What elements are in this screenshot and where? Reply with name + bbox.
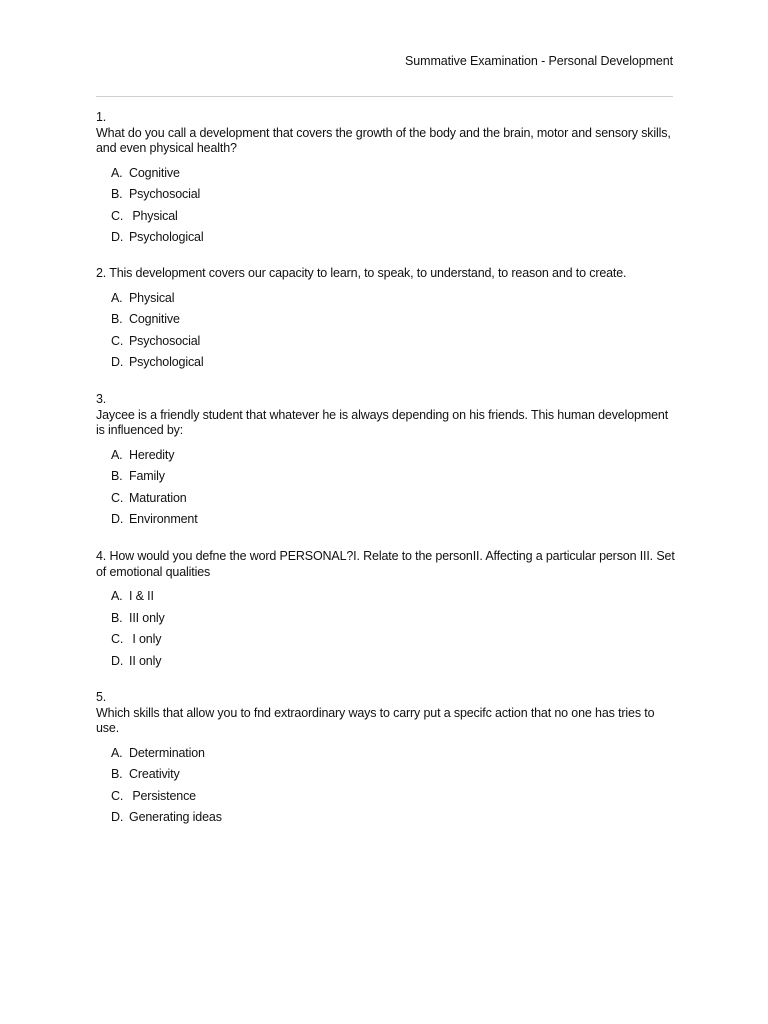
option-a [111, 445, 676, 467]
option-text: Physical [129, 290, 175, 305]
option-letter: B. [111, 312, 123, 326]
option-letter: D. [111, 355, 124, 369]
option-list [96, 586, 676, 672]
option-b [111, 184, 676, 206]
option-b [111, 764, 676, 786]
question-text: What do you call a development that covers the growth of the body and the brain, motor and sensory skills, and even physical health? [96, 125, 671, 155]
option-d [111, 651, 676, 673]
option-text: II only [129, 653, 162, 668]
option-text: III only [129, 610, 165, 625]
option-text: Physical [129, 208, 178, 223]
header-divider [96, 96, 673, 97]
option-text: Environment [129, 512, 198, 526]
option-d [111, 509, 676, 531]
option-c [111, 206, 676, 228]
option-letter: A. [111, 290, 123, 305]
option-b [111, 608, 676, 630]
question-number: 5. [96, 690, 107, 704]
option-c [111, 331, 676, 353]
option-text: I & II [129, 589, 154, 603]
option-b [111, 466, 676, 488]
option-text: Maturation [129, 490, 187, 505]
option-c [111, 786, 676, 808]
option-text: Cognitive [129, 312, 180, 326]
option-text: Persistence [129, 788, 196, 803]
option-letter: C. [111, 333, 124, 348]
question-number: 3. [96, 392, 107, 406]
question-5 [96, 690, 676, 829]
option-a [111, 586, 676, 608]
option-letter: D. [111, 512, 124, 526]
option-list [96, 163, 676, 249]
option-b [111, 309, 676, 331]
question-text: Jaycee is a friendly student that whatever he is always depending on his friends. This human development is influenced by: [96, 407, 669, 437]
question-text: 4. How would you defne the word PERSONAL?I. Relate to the personII. Affecting a particular person III. Set of emotional qualities [96, 549, 675, 579]
question-1 [96, 110, 676, 249]
document-header: Summative Examination - Personal Development [405, 54, 673, 68]
option-letter: C. [111, 788, 124, 803]
option-letter: C. [111, 490, 124, 505]
question-3 [96, 392, 676, 531]
option-letter: D. [111, 810, 124, 824]
option-a [111, 743, 676, 765]
option-d [111, 352, 676, 374]
option-letter: D. [111, 230, 124, 244]
option-text: Determination [129, 745, 205, 760]
option-letter: D. [111, 653, 124, 668]
option-text: Psychosocial [129, 333, 201, 348]
option-text: Generating ideas [129, 810, 222, 824]
option-letter: A. [111, 165, 123, 180]
option-c [111, 629, 676, 651]
question-text: Which skills that allow you to fnd extraordinary ways to carry put a specifc action that no one has tries to use. [96, 705, 655, 735]
option-c [111, 488, 676, 510]
option-text: Family [129, 469, 165, 483]
question-2 [96, 266, 676, 374]
option-letter: B. [111, 187, 123, 201]
option-letter: B. [111, 469, 123, 483]
option-text: Psychological [129, 230, 204, 244]
option-text: I only [129, 632, 162, 646]
option-letter: A. [111, 589, 123, 603]
option-letter: C. [111, 632, 124, 646]
option-text: Cognitive [129, 165, 180, 180]
option-d [111, 227, 676, 249]
question-4 [96, 549, 676, 672]
option-text: Creativity [129, 767, 180, 781]
option-letter: B. [111, 767, 123, 781]
option-a [111, 163, 676, 185]
option-text: Heredity [129, 447, 175, 462]
question-text: 2. This development covers our capacity to learn, to speak, to understand, to reason and to create. [96, 266, 627, 280]
option-letter: A. [111, 745, 123, 760]
option-list [96, 288, 676, 374]
option-letter: C. [111, 208, 124, 223]
option-letter: A. [111, 447, 123, 462]
option-d [111, 807, 676, 829]
option-list [96, 743, 676, 829]
question-number: 1. [96, 110, 107, 124]
option-a [111, 288, 676, 310]
option-text: Psychological [129, 355, 204, 369]
option-letter: B. [111, 610, 123, 625]
option-text: Psychosocial [129, 187, 201, 201]
option-list [96, 445, 676, 531]
